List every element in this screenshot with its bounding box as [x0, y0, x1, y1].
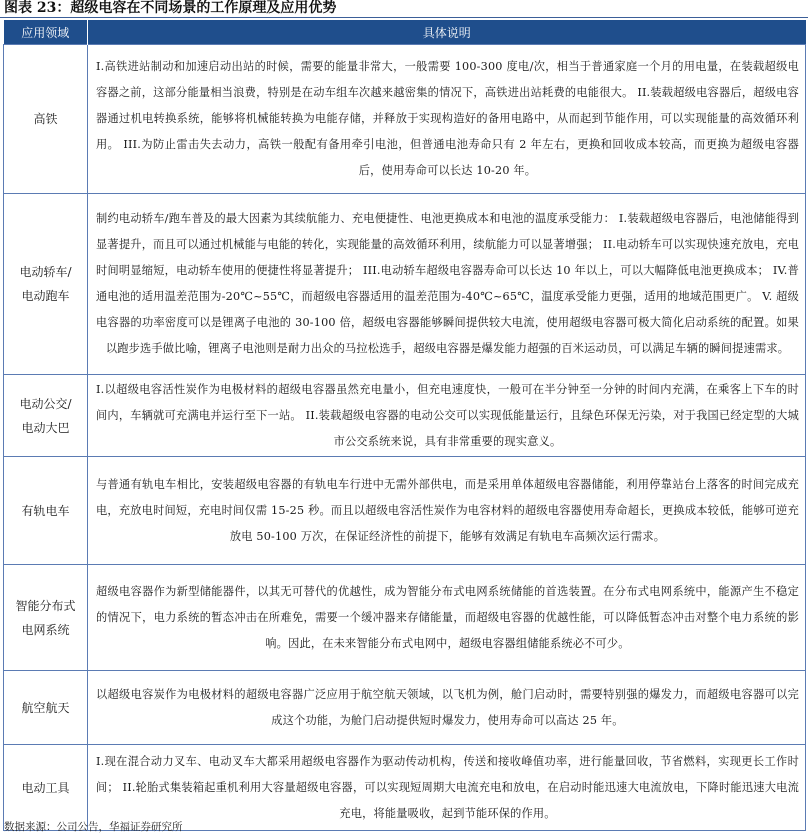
field-label: 高铁 [33, 112, 58, 126]
field-label: 航空航天 [21, 700, 70, 715]
row-field-high-speed-rail [4, 45, 88, 194]
field-label: 有轨电车 [21, 503, 70, 518]
row-field-power-tools [4, 745, 88, 831]
table-row [4, 745, 806, 831]
row-desc-electric-bus: I.以超级电容活性炭作为电极材料的超级电容器虽然充电量小，但充电速度快，一般可在半分钟至一分钟的时间内充满，在乘客上下车的时间内，车辆就可充满电并运行至下一站。 II.装载超级电容器的电动公交可以实现低能量运行，且绿色环保无污染，对于我国已经定型的大城市公交系统来说，具有非常重要的现实意义。 [88, 375, 806, 457]
application-table [3, 20, 806, 831]
table-row [4, 194, 806, 375]
title-divider [0, 17, 808, 18]
data-source-note: 数据来源：公司公告，华福证券研究所 [4, 821, 183, 833]
row-desc-smart-grid: 超级电容器作为新型储能器件，以其无可替代的优越性，成为智能分布式电网系统储能的首选装置。在分布式电网系统中，能源产生不稳定的情况下，电力系统的暂态冲击在所难免，需要一个缓冲器来存储能量，而超级电容器的优越性能，可以降低暂态冲击对整个电力系统的影响。因此，在未来智能分布式电网中，超级电容器组储能系统必不可少。 [88, 565, 806, 671]
field-label: 智能分布式电网系统 [15, 598, 76, 637]
table-row [4, 45, 806, 194]
table-row [4, 457, 806, 565]
field-label: 电动工具 [21, 780, 70, 795]
field-label: 电动轿车/电动跑车 [19, 265, 72, 303]
row-desc-aerospace: 以超级电容炭作为电极材料的超级电容器广泛应用于航空航天领域，以飞机为例，舱门启动时，需要特别强的爆发力，而超级电容器可以完成这个功能，为舱门启动提供短时爆发力，使用寿命可以高达 25 年。 [88, 671, 806, 745]
row-desc-electric-car: 制约电动轿车/跑车普及的最大因素为其续航能力、充电便捷性、电池更换成本和电池的温度承受能力： I.装载超级电容器后，电池储能得到显著提升，而且可以通过机械能与电能的转化，实现能量的高效循环利用，续航能力可以显著增强； II.电动轿车可以实现快速充放电，充电时间明显缩短，电动轿车使用的便捷性将显著提升； III.电动轿车超级电容器寿命可以长达 10 年以上，可以大幅降低电池更换成本； IV.普通电池的适用温差范围为-20℃~55℃，而超级电容器适用的温差范围为-40℃~65℃，温度承受能力更强，适用的地域范围更广。 V. 超级电容器的功率密度可以是锂离子电池的 30-100 倍，超级电容器能够瞬间提供较大电流，使用超级电容器可极大简化启动系统的配置。如果以跑步选手做比喻，锂离子电池则是耐力出众的马拉松选手，超级电容器是爆发能力超强的百米运动员，可以满足车辆的瞬间提速需求。 [88, 194, 806, 375]
figure-title: 图表 23：超级电容在不同场景的工作原理及应用优势 [4, 0, 337, 16]
row-desc-tram: 与普通有轨电车相比，安装超级电容器的有轨电车行进中无需外部供电，而是采用单体超级电容器储能，利用停靠站台上落客的时间完成充电，充放电时间短，充电时间仅需 15-25 秒。而且以超级电容活性炭作为电容材料的超级电容器使用寿命超长，更换成本较低，能够可逆充放电 50-100 万次，在保证经济性的前提下，能够有效满足有轨电车高频次运行需求。 [88, 457, 806, 565]
row-field-electric-car [4, 194, 88, 375]
row-field-smart-grid [4, 565, 88, 671]
row-field-tram [4, 457, 88, 565]
row-desc-high-speed-rail: I.高铁进站制动和加速启动出站的时候，需要的能量非常大，一般需要 100-300 度电/次，相当于普通家庭一个月的用电量，在装载超级电容器之前，这部分能量相当浪费，特别是在动车组车次越来越密集的情况下，高铁进出站耗费的电能很大。 II.装载超级电容器后，超级电容器通过机电转换系统，能够将机械能转换为电能存储，并释放于实现构造好的备用电路中，从而起到节能作用，可以实现能量的高效循环利用。 III.为防止雷击失去动力，高铁一般配有备用牵引电池，但普通电池寿命只有 2 年左右，更换和回收成本较高，而更换为超级电容器后，使用寿命可以长达 10-20 年。 [88, 45, 806, 194]
row-field-electric-bus [4, 375, 88, 457]
table-row [4, 375, 806, 457]
field-label: 电动公交/电动大巴 [19, 396, 72, 435]
table-header-row [4, 20, 806, 45]
table-row [4, 671, 806, 745]
column-header-desc: 具体说明 [88, 20, 806, 45]
table-row [4, 565, 806, 671]
row-field-aerospace [4, 671, 88, 745]
column-header-field: 应用领域 [4, 20, 88, 45]
row-desc-power-tools: I.现在混合动力叉车、电动叉车大都采用超级电容器作为驱动传动机构，传送和接收峰值功率，进行能量回收，节省燃料，实现更长工作时间； II.轮胎式集装箱起重机利用大容量超级电容器，可以实现短周期大电流充电和放电，在启动时能迅速大电流放电，下降时能迅速大电流充电，将能量吸收，起到节能环保的作用。 [88, 745, 806, 831]
